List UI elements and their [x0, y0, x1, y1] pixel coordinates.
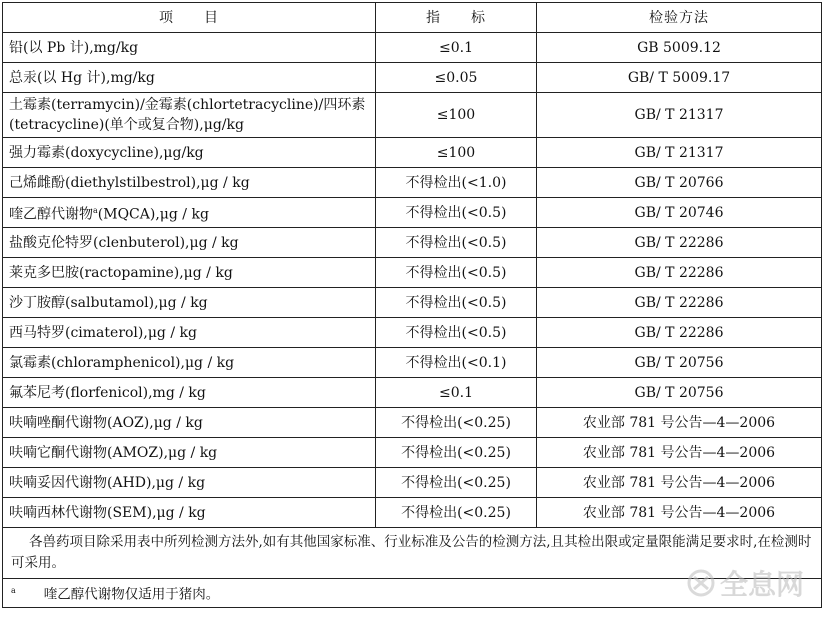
limit-cell: ≤0.05: [376, 63, 537, 93]
item-cell: [3, 198, 376, 228]
item-cell: 己烯雌酚(diethylstilbestrol),μg / kg: [3, 168, 376, 198]
method-cell: GB/ T 20756: [537, 378, 822, 408]
table-row: [3, 348, 822, 378]
method-cell: GB/ T 20746: [537, 198, 822, 228]
limit-cell: 不得检出(<0.5): [376, 288, 537, 318]
table-row: [3, 318, 822, 348]
item-cell: 盐酸克伦特罗(clenbuterol),μg / kg: [3, 228, 376, 258]
method-cell: GB/ T 22286: [537, 288, 822, 318]
item-cell: 强力霉素(doxycycline),μg/kg: [3, 138, 376, 168]
watermark: [686, 563, 804, 603]
footnote-mark: a: [11, 586, 16, 596]
limit-cell: 不得检出(<0.5): [376, 318, 537, 348]
watermark-logo-icon: [686, 568, 716, 598]
item-cell: 莱克多巴胺(ractopamine),μg / kg: [3, 258, 376, 288]
method-cell: 农业部 781 号公告—4—2006: [537, 408, 822, 438]
method-cell: GB 5009.12: [537, 33, 822, 63]
table-row: [3, 33, 822, 63]
table-row: [3, 498, 822, 528]
limit-cell: 不得检出(<0.1): [376, 348, 537, 378]
header-method: 检验方法: [537, 3, 822, 33]
limit-cell: ≤100: [376, 93, 537, 138]
method-cell: 农业部 781 号公告—4—2006: [537, 498, 822, 528]
header-indicator: 指 标: [376, 3, 537, 33]
limit-cell: 不得检出(<0.25): [376, 498, 537, 528]
method-cell: GB/ T 22286: [537, 318, 822, 348]
header-item: 项 目: [3, 3, 376, 33]
table-row: [3, 378, 822, 408]
table-row: [3, 468, 822, 498]
table-row: [3, 288, 822, 318]
method-cell: 农业部 781 号公告—4—2006: [537, 438, 822, 468]
standards-table: [2, 2, 822, 608]
limit-cell: ≤100: [376, 138, 537, 168]
method-cell: GB/ T 22286: [537, 258, 822, 288]
watermark-text: 全息网: [719, 568, 804, 601]
item-cell: 沙丁胺醇(salbutamol),μg / kg: [3, 288, 376, 318]
item-cell: 呋喃西林代谢物(SEM),μg / kg: [3, 498, 376, 528]
item-cell: 土霉素(terramycin)/金霉素(chlortetracycline)/四环素(tetracycline)(单个或复合物),μg/kg: [3, 93, 376, 138]
limit-cell: ≤0.1: [376, 378, 537, 408]
item-cell: 总汞(以 Hg 计),mg/kg: [3, 63, 376, 93]
item-cell: 呋喃唑酮代谢物(AOZ),μg / kg: [3, 408, 376, 438]
footnote-mark: a: [93, 205, 98, 215]
item-unit: (MQCA),μg / kg: [97, 206, 209, 223]
footnote-text: 喹乙醇代谢物仅适用于猪肉。: [43, 586, 220, 603]
item-name: 喹乙醇代谢物: [9, 206, 93, 223]
item-cell: 铅(以 Pb 计),mg/kg: [3, 33, 376, 63]
table-header-row: [3, 3, 822, 33]
item-cell: 西马特罗(cimaterol),μg / kg: [3, 318, 376, 348]
limit-cell: 不得检出(<0.5): [376, 258, 537, 288]
limit-cell: ≤0.1: [376, 33, 537, 63]
method-cell: GB/ T 22286: [537, 228, 822, 258]
table-row: [3, 228, 822, 258]
table-row: [3, 258, 822, 288]
method-cell: GB/ T 21317: [537, 93, 822, 138]
method-cell: GB/ T 20766: [537, 168, 822, 198]
method-cell: 农业部 781 号公告—4—2006: [537, 468, 822, 498]
limit-cell: 不得检出(<0.25): [376, 408, 537, 438]
table-row: [3, 438, 822, 468]
item-cell: 呋喃妥因代谢物(AHD),μg / kg: [3, 468, 376, 498]
item-cell: 氯霉素(chloramphenicol),μg / kg: [3, 348, 376, 378]
table-row: [3, 63, 822, 93]
limit-cell: 不得检出(<1.0): [376, 168, 537, 198]
item-cell: 呋喃它酮代谢物(AMOZ),μg / kg: [3, 438, 376, 468]
limit-cell: 不得检出(<0.5): [376, 198, 537, 228]
method-cell: GB/ T 20756: [537, 348, 822, 378]
limit-cell: 不得检出(<0.5): [376, 228, 537, 258]
table-row: [3, 93, 822, 138]
table-row: [3, 408, 822, 438]
item-cell: 氟苯尼考(florfenicol),mg / kg: [3, 378, 376, 408]
method-cell: GB/ T 5009.17: [537, 63, 822, 93]
table-row: [3, 138, 822, 168]
note-text: 各兽药项目除采用表中所列检测方法外,如有其他国家标准、行业标准及公告的检测方法,且其检出限或定量限能满足要求时,在检测时可采用。: [3, 528, 822, 579]
table-row: [3, 198, 822, 228]
method-cell: GB/ T 21317: [537, 138, 822, 168]
table-row: [3, 168, 822, 198]
limit-cell: 不得检出(<0.25): [376, 468, 537, 498]
limit-cell: 不得检出(<0.25): [376, 438, 537, 468]
